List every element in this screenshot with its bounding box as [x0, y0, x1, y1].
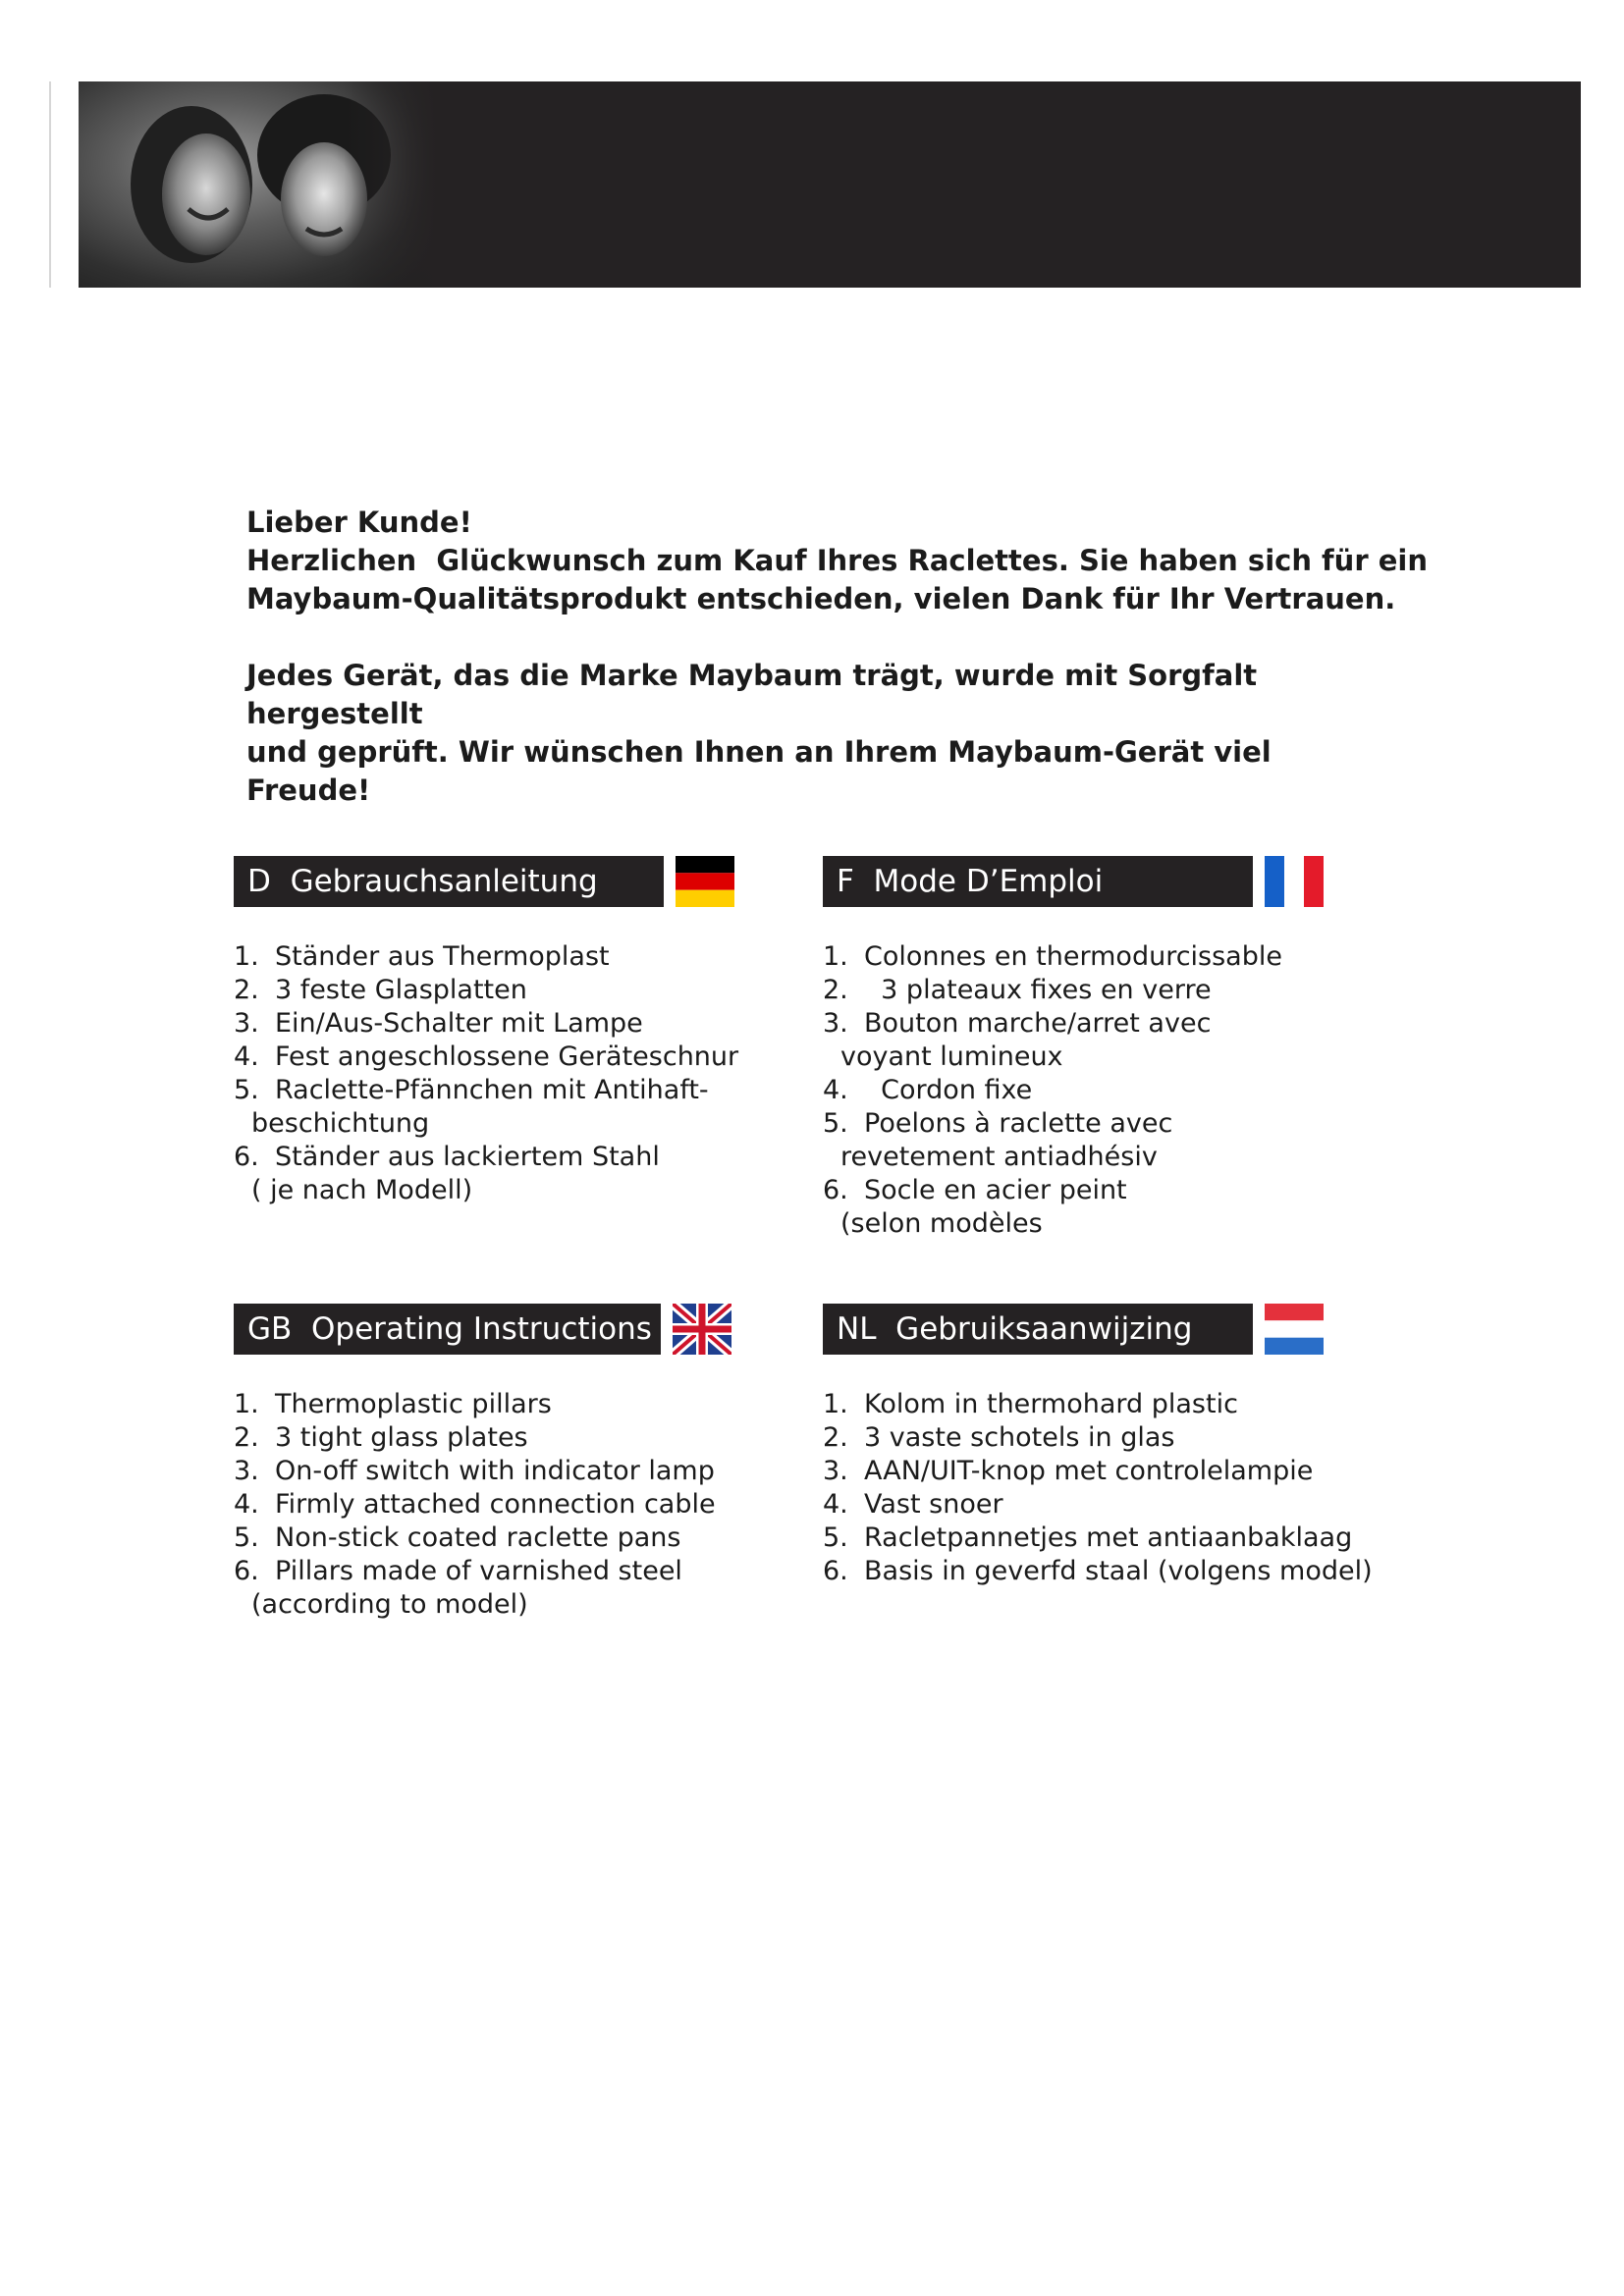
list-item: 1. Thermoplastic pillars [234, 1389, 552, 1419]
list-item: 3. Ein/Aus-Schalter mit Lampe [234, 1008, 643, 1039]
intro-line: und geprüft. Wir wünschen Ihnen an Ihrem Maybaum-Gerät viel Freude! [246, 735, 1272, 807]
section-title: NL Gebruiksaanwijzing [823, 1304, 1253, 1355]
list-item: 5. Poelons à raclette avec revetement antiadhésiv [823, 1108, 1173, 1172]
list-item: 4. Vast snoer [823, 1489, 1003, 1520]
list-item: 1. Ständer aus Thermoplast [234, 941, 610, 972]
section-german [234, 856, 744, 1207]
section-title: GB Operating Instructions [234, 1304, 661, 1355]
list-item: 3. On-off switch with indicator lamp [234, 1456, 715, 1486]
header-banner [79, 81, 1581, 288]
list-item: 5. Racletpannetjes met antiaanbaklaag [823, 1522, 1353, 1553]
section-dutch [823, 1304, 1373, 1588]
intro-line: Herzlichen Glückwunsch zum Kauf Ihres Raclettes. Sie haben sich für ein [246, 544, 1428, 577]
section-title: D Gebrauchsanleitung [234, 856, 664, 907]
list-item: 1. Colonnes en thermodurcissable [823, 941, 1282, 972]
list-item: 2. 3 tight glass plates [234, 1422, 528, 1453]
list-item: 4. Cordon fixe [823, 1075, 1033, 1105]
feature-list [234, 940, 744, 1207]
list-item: 3. AAN/UIT-knop met controlelampie [823, 1456, 1314, 1486]
list-item: 4. Fest angeschlossene Geräteschnur [234, 1041, 739, 1072]
list-item: 5. Non-stick coated raclette pans [234, 1522, 681, 1553]
flag-france-icon [1265, 856, 1324, 907]
feature-list [823, 1388, 1373, 1588]
list-item: 1. Kolom in thermohard plastic [823, 1389, 1238, 1419]
list-item: 2. 3 plateaux fixes en verre [823, 975, 1212, 1005]
list-item: 6. Ständer aus lackiertem Stahl ( je nach Modell) [234, 1142, 660, 1205]
list-item: 6. Pillars made of varnished steel (according to model) [234, 1556, 682, 1620]
list-item: 6. Basis in geverfd staal (volgens model) [823, 1556, 1373, 1586]
page-edge-line [49, 81, 51, 288]
flag-germany-icon [676, 856, 734, 907]
section-english [234, 1304, 744, 1622]
list-item: 2. 3 vaste schotels in glas [823, 1422, 1175, 1453]
list-item: 5. Raclette-Pfännchen mit Antihaft- beschichtung [234, 1075, 709, 1139]
greeting: Lieber Kunde! [246, 506, 472, 539]
flag-uk-icon [673, 1304, 731, 1355]
list-item: 2. 3 feste Glasplatten [234, 975, 527, 1005]
welcome-text [246, 504, 1428, 810]
list-item: 3. Bouton marche/arret avec voyant lumineux [823, 1008, 1212, 1072]
intro-line: Maybaum-Qualitätsprodukt entschieden, vielen Dank für Ihr Vertrauen. [246, 582, 1396, 615]
intro-line: Jedes Gerät, das die Marke Maybaum trägt, wurde mit Sorgfalt hergestellt [246, 659, 1258, 730]
couple-photo [79, 81, 437, 288]
feature-list [234, 1388, 744, 1622]
list-item: 4. Firmly attached connection cable [234, 1489, 716, 1520]
section-french [823, 856, 1333, 1241]
section-title: F Mode D’Emploi [823, 856, 1253, 907]
flag-netherlands-icon [1265, 1304, 1324, 1355]
feature-list [823, 940, 1333, 1241]
list-item: 6. Socle en acier peint (selon modèles [823, 1175, 1127, 1239]
